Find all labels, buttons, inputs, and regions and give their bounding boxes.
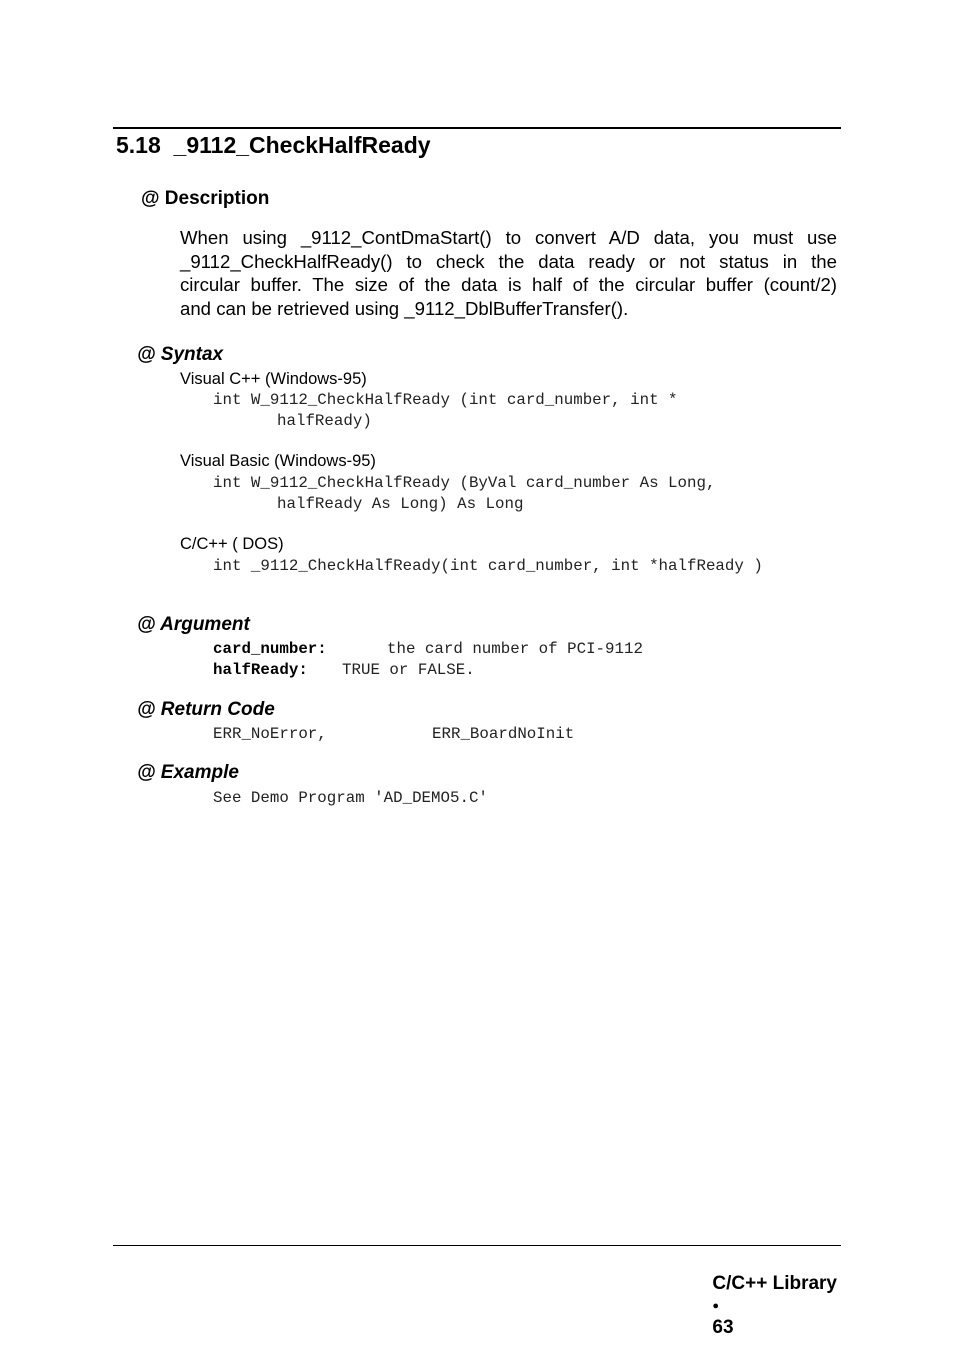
syntax-dos-label: C/C++ ( DOS) xyxy=(180,535,284,553)
return-code-heading: @ Return Code xyxy=(137,699,275,720)
description-heading: @ Description xyxy=(141,188,270,209)
footer-title: C/C++ Library xyxy=(712,1273,837,1294)
argument-name: card_number: xyxy=(213,640,327,658)
syntax-vc-label: Visual C++ (Windows-95) xyxy=(180,370,367,388)
syntax-vb-label: Visual Basic (Windows-95) xyxy=(180,452,376,470)
syntax-vc-line: halfReady) xyxy=(277,412,372,430)
description-line: and can be retrieved using _9112_DblBufferTransfer(). xyxy=(180,297,629,319)
syntax-vb-line: int W_9112_CheckHalfReady (ByVal card_number As Long, xyxy=(213,474,716,492)
description-line: circular buffer. The size of the data is half of the circular buffer (count/2) xyxy=(180,274,837,295)
syntax-vc-line: int W_9112_CheckHalfReady (int card_number, int * xyxy=(213,391,678,409)
return-code-value: ERR_NoError, xyxy=(213,725,327,743)
argument-name: halfReady: xyxy=(213,661,308,679)
syntax-dos-line: int _9112_CheckHalfReady(int card_number, int *halfReady ) xyxy=(213,557,763,575)
page-number: 63 xyxy=(712,1317,734,1338)
argument-description: TRUE or FALSE. xyxy=(342,661,475,679)
syntax-heading: @ Syntax xyxy=(137,344,224,365)
top-rule xyxy=(113,127,841,129)
section-title: 5.18 _9112_CheckHalfReady xyxy=(116,132,431,158)
example-heading: @ Example xyxy=(137,762,239,783)
description-paragraph xyxy=(180,226,837,320)
footer-rule xyxy=(113,1245,841,1246)
description-line: _9112_CheckHalfReady() to check the data ready or not status in the xyxy=(180,250,837,272)
argument-heading: @ Argument xyxy=(137,614,250,635)
example-text: See Demo Program 'AD_DEMO5.C' xyxy=(213,789,488,807)
return-code-value: ERR_BoardNoInit xyxy=(432,725,575,743)
argument-description: the card number of PCI-9112 xyxy=(387,640,643,658)
description-line: When using _9112_ContDmaStart() to convert A/D data, you must use xyxy=(180,227,837,248)
syntax-vb-line: halfReady As Long) As Long xyxy=(277,495,524,513)
bullet-icon: ● xyxy=(712,1300,720,1312)
page-footer xyxy=(702,1251,837,1339)
